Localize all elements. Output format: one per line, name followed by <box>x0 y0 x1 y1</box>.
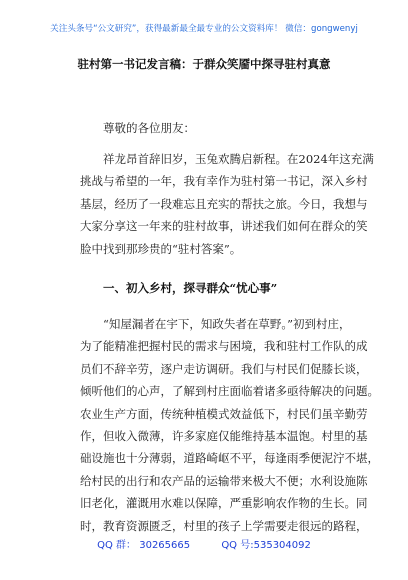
paragraph-line: 为了能精准把握村民的需求与困境，我和驻村工作队的成 <box>80 339 368 354</box>
paragraph-line: 员们不辞辛劳，逐户走访调研。我们与村民们促膝长谈， <box>80 361 368 376</box>
paragraph-line: 给村民的出行和农产品的运输带来极大不便；水利设施陈 <box>80 473 368 488</box>
paragraph-2 <box>80 313 379 537</box>
paragraph-line: 倾听他们的心声，了解到村庄面临着诸多亟待解决的问题。 <box>80 384 379 399</box>
paragraph-line: 基层，经历了一段难忘且充实的帮扶之旅。今日，我想与 <box>80 196 368 211</box>
document-title: 驻村第一书记发言稿：于群众笑靥中探寻驻村真意 <box>77 57 331 71</box>
paragraph-line: 作，但收入微薄，许多家庭仅能维持基本温饱。村里的基 <box>80 429 368 444</box>
paragraph-line: 大家分享这一年来的驻村故事，讲述我们如何在群众的笑 <box>80 219 368 234</box>
paragraph-line: 时，教育资源匮乏，村里的孩子上学需要走很远的路程， <box>80 518 368 533</box>
footer-qq-group: QQ 群： 30265665 <box>97 540 191 551</box>
section-heading-1: 一、初入乡村，探寻群众“忧心事” <box>103 281 278 295</box>
paragraph-line: 础设施也十分薄弱，道路崎岖不平，每逢雨季便泥泞不堪， <box>80 451 379 466</box>
salutation: 尊敬的各位朋友： <box>103 121 195 135</box>
footer-contact <box>0 536 408 551</box>
footer-qq-number: QQ 号:535304092 <box>221 540 311 551</box>
paragraph-1 <box>80 148 374 260</box>
top-banner: 关注头条号“公文研究”，获得最新最全最专业的公文资料库！ 微信：gongwenyj <box>50 24 358 34</box>
paragraph-line: 脸中找到那珍贵的“驻村答案”。 <box>80 241 242 256</box>
paragraph-line: 祥龙昂首辞旧岁，玉兔欢腾启新程。在2024年这充满 <box>103 152 374 166</box>
paragraph-line: 农业生产方面，传统种植模式效益低下，村民们虽辛勤劳 <box>80 406 368 421</box>
paragraph-line: “知屋漏者在宇下，知政失者在草野。”初到村庄， <box>103 317 351 331</box>
paragraph-line: 旧老化，灌溉用水难以保障，严重影响农作物的生长。同 <box>80 496 368 511</box>
paragraph-line: 挑战与希望的一年，我有幸作为驻村第一书记，深入乡村 <box>80 174 368 189</box>
